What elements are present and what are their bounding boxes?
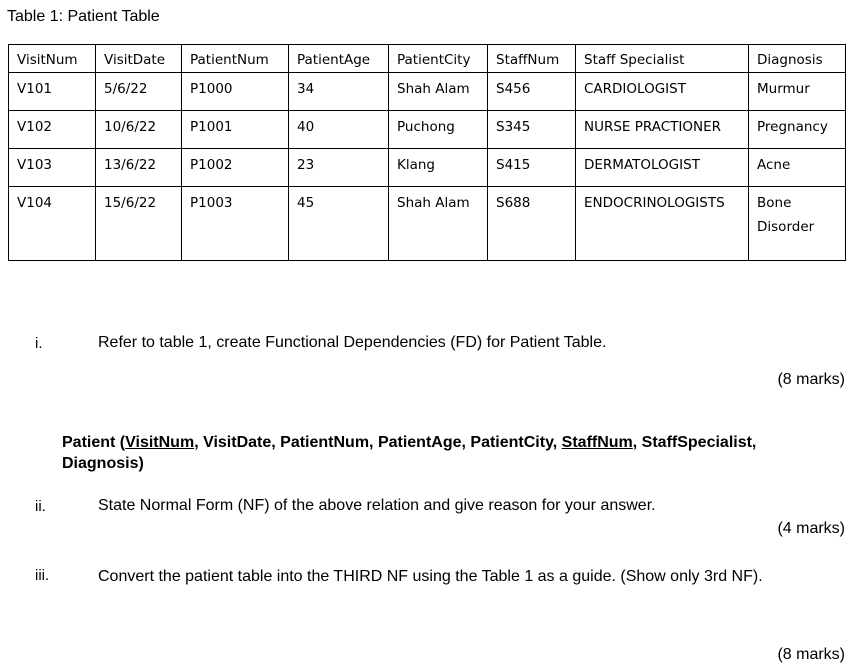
relation-definition xyxy=(62,432,782,474)
patient-table xyxy=(8,44,846,261)
table-cell: 13/6/22 xyxy=(96,149,182,187)
question-marks: (4 marks) xyxy=(777,520,845,537)
table-row xyxy=(9,111,846,149)
table-cell: V103 xyxy=(9,149,96,187)
question-number: ii. xyxy=(35,498,46,515)
table-cell: Shah Alam xyxy=(389,187,488,261)
column-header: PatientCity xyxy=(389,45,488,73)
column-header: PatientAge xyxy=(289,45,389,73)
table-cell: DERMATOLOGIST xyxy=(576,149,749,187)
table-cell: Klang xyxy=(389,149,488,187)
table-cell: Acne xyxy=(749,149,846,187)
table-cell: 23 xyxy=(289,149,389,187)
relation-attributes: , VisitDate, PatientNum, PatientAge, PatientCity, xyxy=(194,434,562,451)
question-marks: (8 marks) xyxy=(777,371,845,388)
column-header: StaffNum xyxy=(488,45,576,73)
relation-attributes-tail: , StaffSpecialist, Diagnosis) xyxy=(62,434,757,472)
table-row xyxy=(9,73,846,111)
table-cell: CARDIOLOGIST xyxy=(576,73,749,111)
table-cell: NURSE PRACTIONER xyxy=(576,111,749,149)
column-header: VisitNum xyxy=(9,45,96,73)
table-cell: S415 xyxy=(488,149,576,187)
table-cell: P1003 xyxy=(182,187,289,261)
table-cell: S688 xyxy=(488,187,576,261)
table-cell: S345 xyxy=(488,111,576,149)
relation-open: ( xyxy=(115,434,126,451)
table-cell: 10/6/22 xyxy=(96,111,182,149)
table-cell: S456 xyxy=(488,73,576,111)
question-text: Convert the patient table into the THIRD NF using the Table 1 as a guide. (Show only 3rd NF). xyxy=(98,568,763,585)
column-header: VisitDate xyxy=(96,45,182,73)
table-cell: P1001 xyxy=(182,111,289,149)
table-cell: P1000 xyxy=(182,73,289,111)
primary-key-visitnum: VisitNum xyxy=(125,434,195,451)
primary-key-staffnum: StaffNum xyxy=(561,434,633,451)
column-header: Staff Specialist xyxy=(576,45,749,73)
table-cell: V101 xyxy=(9,73,96,111)
column-header: PatientNum xyxy=(182,45,289,73)
question-text: Refer to table 1, create Functional Dependencies (FD) for Patient Table. xyxy=(98,334,607,351)
table-cell: Murmur xyxy=(749,73,846,111)
table-cell: P1002 xyxy=(182,149,289,187)
table-cell: Bone Disorder xyxy=(749,187,846,261)
table-cell: Puchong xyxy=(389,111,488,149)
column-header: Diagnosis xyxy=(749,45,846,73)
question-marks: (8 marks) xyxy=(777,646,845,663)
table-caption: Table 1: Patient Table xyxy=(7,8,160,25)
table-cell: 45 xyxy=(289,187,389,261)
table-cell: 5/6/22 xyxy=(96,73,182,111)
table-cell: V102 xyxy=(9,111,96,149)
question-number: i. xyxy=(35,335,43,352)
question-text: State Normal Form (NF) of the above relation and give reason for your answer. xyxy=(98,497,656,514)
table-row xyxy=(9,149,846,187)
table-cell: Pregnancy xyxy=(749,111,846,149)
table-cell: 15/6/22 xyxy=(96,187,182,261)
table-cell: ENDOCRINOLOGISTS xyxy=(576,187,749,261)
table-header-row xyxy=(9,45,846,73)
table-cell: 34 xyxy=(289,73,389,111)
question-number: iii. xyxy=(35,567,50,584)
table-cell: Shah Alam xyxy=(389,73,488,111)
table-cell: V104 xyxy=(9,187,96,261)
table-row xyxy=(9,187,846,261)
relation-name: Patient xyxy=(62,434,116,451)
table-cell: 40 xyxy=(289,111,389,149)
